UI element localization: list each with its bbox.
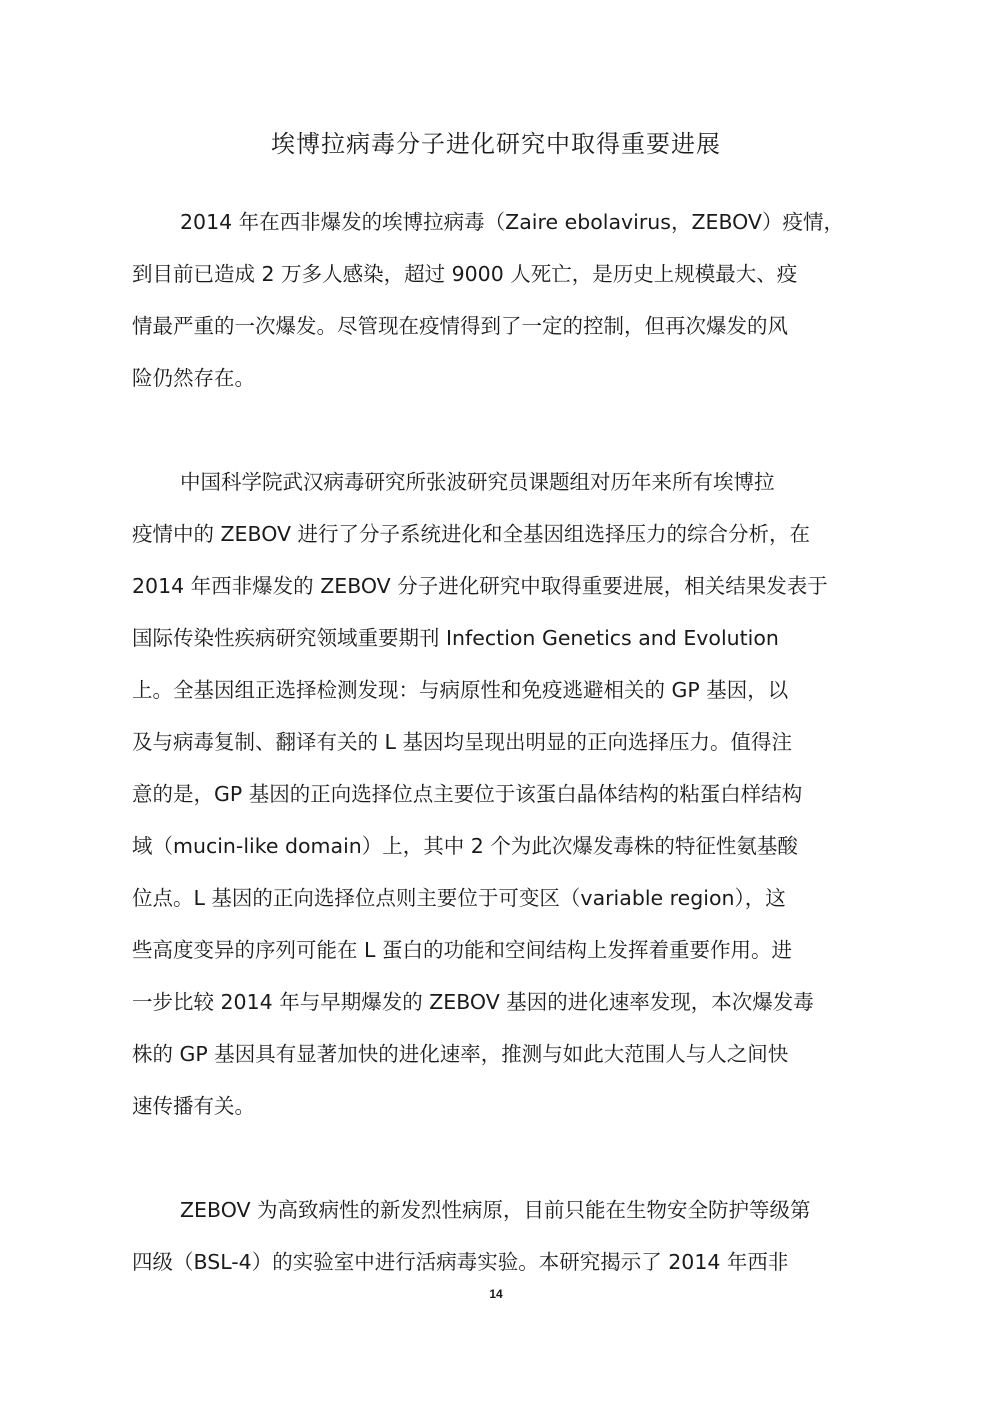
paragraph-line: 及与病毒复制、翻译有关的 L 基因均呈现出明显的正向选择压力。值得注 bbox=[132, 730, 792, 754]
document-body bbox=[132, 204, 876, 1348]
paragraph-line: 上。全基因组正选择检测发现：与病原性和免疫逃避相关的 GP 基因，以 bbox=[132, 678, 789, 702]
paragraph-1 bbox=[132, 204, 876, 412]
paragraph-line: 险仍然存在。 bbox=[132, 366, 255, 390]
paragraph-line: 四级（BSL-4）的实验室中进行活病毒实验。本研究揭示了 2014 年西非 bbox=[132, 1250, 789, 1274]
paragraph-line: ZEBOV 为高致病性的新发烈性病原，目前只能在生物安全防护等级第 bbox=[180, 1198, 811, 1222]
paragraph-line: 2014 年在西非爆发的埃博拉病毒（Zaire ebolavirus，ZEBOV）疫情， bbox=[180, 210, 844, 234]
paragraph-line: 2014 年西非爆发的 ZEBOV 分子进化研究中取得重要进展，相关结果发表于 bbox=[132, 574, 828, 598]
paragraph-line: 中国科学院武汉病毒研究所张波研究员课题组对历年来所有埃博拉 bbox=[180, 470, 775, 494]
paragraph-3 bbox=[132, 1192, 876, 1296]
paragraph-line: 些高度变异的序列可能在 L 蛋白的功能和空间结构上发挥着重要作用。进 bbox=[132, 938, 792, 962]
paragraph-line: 情最严重的一次爆发。尽管现在疫情得到了一定的控制，但再次爆发的风 bbox=[132, 314, 788, 338]
paragraph-line: 速传播有关。 bbox=[132, 1094, 255, 1118]
page-number: 14 bbox=[489, 1287, 503, 1301]
document-title: 埃博拉病毒分子进化研究中取得重要进展 bbox=[271, 130, 721, 158]
paragraph-line: 到目前已造成 2 万多人感染，超过 9000 人死亡，是历史上规模最大、疫 bbox=[132, 262, 798, 286]
paragraph-line: 域（mucin-like domain）上，其中 2 个为此次爆发毒株的特征性氨基酸 bbox=[132, 834, 798, 858]
paragraph-2 bbox=[132, 464, 876, 1140]
paragraph-line: 一步比较 2014 年与早期爆发的 ZEBOV 基因的进化速率发现，本次爆发毒 bbox=[132, 990, 814, 1014]
paragraph-line: 疫情中的 ZEBOV 进行了分子系统进化和全基因组选择压力的综合分析，在 bbox=[132, 522, 811, 546]
paragraph-line: 国际传染性疾病研究领域重要期刊 Infection Genetics and Evolution bbox=[132, 626, 779, 650]
paragraph-line: 意的是，GP 基因的正向选择位点主要位于该蛋白晶体结构的粘蛋白样结构 bbox=[132, 782, 803, 806]
paragraph-line: 株的 GP 基因具有显著加快的进化速率，推测与如此大范围人与人之间快 bbox=[132, 1042, 789, 1066]
paragraph-line: 位点。L 基因的正向选择位点则主要位于可变区（variable region），这 bbox=[132, 886, 786, 910]
